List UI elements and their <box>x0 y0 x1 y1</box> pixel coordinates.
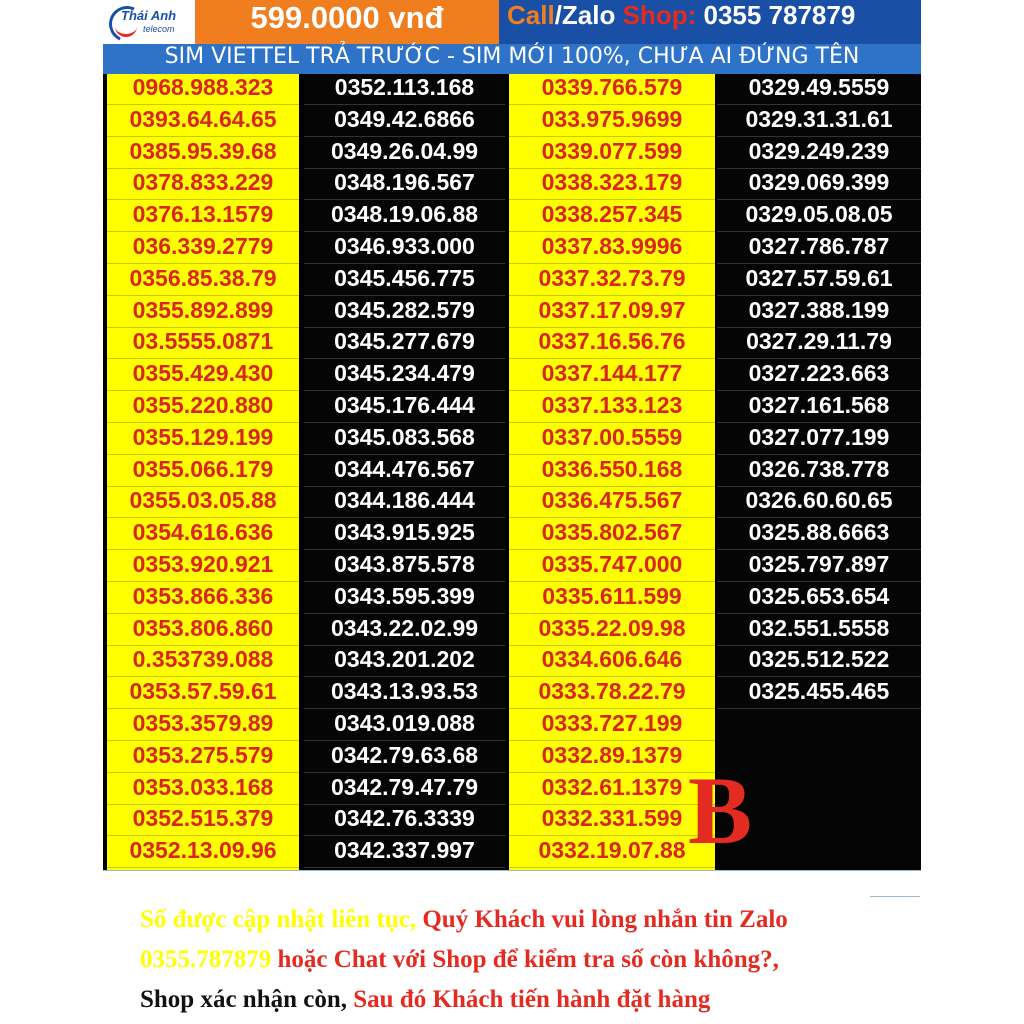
sim-number: 0333.78.22.79 <box>509 678 715 709</box>
sim-number: 0345.282.579 <box>304 297 505 328</box>
sim-number: 0353.57.59.61 <box>107 678 299 709</box>
sim-number: 0345.277.679 <box>304 328 505 359</box>
sim-number: 0346.933.000 <box>304 233 505 264</box>
sim-number: 0344.186.444 <box>304 487 505 518</box>
sim-number: 0.353739.088 <box>107 646 299 677</box>
sim-number: 0333.727.199 <box>509 710 715 741</box>
sim-number: 0342.76.3339 <box>304 805 505 836</box>
sim-number: 0332.331.599 <box>509 805 715 836</box>
sim-number: 0335.22.09.98 <box>509 615 715 646</box>
divider-short <box>870 896 920 897</box>
footer-text: Shop xác nhận còn, <box>140 986 354 1013</box>
sim-number: 0353.806.860 <box>107 615 299 646</box>
sim-number: 0338.257.345 <box>509 201 715 232</box>
sim-number: 0329.05.08.05 <box>717 201 921 232</box>
number-grid <box>103 74 921 870</box>
number-column-3 <box>509 74 715 870</box>
sim-number: 0325.455.465 <box>717 678 921 709</box>
sim-number: 0335.611.599 <box>509 583 715 614</box>
sim-number: 0327.29.11.79 <box>717 328 921 359</box>
sim-number: 0353.866.336 <box>107 583 299 614</box>
sim-number: 0329.069.399 <box>717 169 921 200</box>
sim-number: 0348.196.567 <box>304 169 505 200</box>
sim-number: 0356.85.38.79 <box>107 265 299 296</box>
sim-number: 0329.249.239 <box>717 138 921 169</box>
sim-number: 033.975.9699 <box>509 106 715 137</box>
sim-number: 0337.32.73.79 <box>509 265 715 296</box>
footer-phone: 0355.787879 <box>140 946 272 973</box>
sim-number: 0337.83.9996 <box>509 233 715 264</box>
price-label: 599.0000 vnđ <box>250 0 444 35</box>
sim-number: 0329.49.5559 <box>717 74 921 105</box>
sim-number: 0968.988.323 <box>107 74 299 105</box>
sim-number: 0348.19.06.88 <box>304 201 505 232</box>
sim-number: 0349.26.04.99 <box>304 138 505 169</box>
thai-anh-logo <box>103 0 195 44</box>
sim-number: 0343.22.02.99 <box>304 615 505 646</box>
sim-number: 0325.797.897 <box>717 551 921 582</box>
sim-number: 0353.920.921 <box>107 551 299 582</box>
sim-number: 0353.275.579 <box>107 742 299 773</box>
sim-number: 0327.077.199 <box>717 424 921 455</box>
sim-number: 0339.077.599 <box>509 138 715 169</box>
sim-list-sheet <box>103 0 921 870</box>
sim-number: 0343.875.578 <box>304 551 505 582</box>
sim-number: 0378.833.229 <box>107 169 299 200</box>
sim-number: 0327.161.568 <box>717 392 921 423</box>
sim-number: 0327.57.59.61 <box>717 265 921 296</box>
logo-name: Thái Anh <box>121 8 177 23</box>
sim-number: 0325.88.6663 <box>717 519 921 550</box>
sim-number: 0353.033.168 <box>107 774 299 805</box>
sim-number: 0327.223.663 <box>717 360 921 391</box>
price-box <box>195 0 499 44</box>
footer-text: Quý Khách vui lòng nhắn tin Zalo <box>422 906 788 933</box>
shop-label: Shop: <box>622 0 697 30</box>
call-label: Call <box>507 0 555 30</box>
sim-number: 0326.738.778 <box>717 456 921 487</box>
sim-number: 0343.13.93.53 <box>304 678 505 709</box>
sim-number: 0345.456.775 <box>304 265 505 296</box>
footer-text: Số được cập nhật liên tục, <box>140 906 423 933</box>
number-column-4 <box>717 74 921 870</box>
banner-subtitle: SIM VIETTEL TRẢ TRƯỚC - SIM MỚI 100%, CHƯA AI ĐỨNG TÊN <box>103 44 921 74</box>
sim-number: 0355.220.880 <box>107 392 299 423</box>
sim-number: 0334.606.646 <box>509 646 715 677</box>
sim-number: 0332.89.1379 <box>509 742 715 773</box>
sim-number: 0352.13.09.96 <box>107 837 299 868</box>
footer-text: hoặc Chat với Shop để kiểm tra số còn không?, <box>271 946 779 973</box>
sim-number: 036.339.2779 <box>107 233 299 264</box>
sim-number: 0345.176.444 <box>304 392 505 423</box>
sim-number: 0337.00.5559 <box>509 424 715 455</box>
sim-number: 0335.802.567 <box>509 519 715 550</box>
footer-line-1 <box>140 900 940 940</box>
sim-number: 0343.201.202 <box>304 646 505 677</box>
sim-number: 0342.79.47.79 <box>304 774 505 805</box>
sim-number: 032.551.5558 <box>717 615 921 646</box>
sim-number: 0332.61.1379 <box>509 774 715 805</box>
sim-number: 0342.337.997 <box>304 837 505 868</box>
footer-line-3 <box>140 980 940 1020</box>
footer-note <box>140 900 940 1020</box>
sim-number: 0355.129.199 <box>107 424 299 455</box>
sim-number: 0354.616.636 <box>107 519 299 550</box>
sim-number: 0325.512.522 <box>717 646 921 677</box>
list-letter-mark: B <box>687 757 753 864</box>
sim-number: 0355.066.179 <box>107 456 299 487</box>
sim-number: 0345.234.479 <box>304 360 505 391</box>
sim-number: 0342.79.63.68 <box>304 742 505 773</box>
sim-number: 0335.747.000 <box>509 551 715 582</box>
sim-number: 0376.13.1579 <box>107 201 299 232</box>
sim-number: 0355.03.05.88 <box>107 487 299 518</box>
sim-number: 0337.133.123 <box>509 392 715 423</box>
zalo-label: /Zalo <box>554 0 616 30</box>
number-column-2 <box>304 74 505 870</box>
sim-number: 0329.31.31.61 <box>717 106 921 137</box>
footer-text: Sau đó Khách tiến hành đặt hàng <box>353 986 711 1013</box>
sim-number: 0327.388.199 <box>717 297 921 328</box>
sim-number: 03.5555.0871 <box>107 328 299 359</box>
sim-number: 0352.515.379 <box>107 805 299 836</box>
shop-phone: 0355 787879 <box>703 0 856 30</box>
sim-number: 0345.083.568 <box>304 424 505 455</box>
sim-number: 0338.323.179 <box>509 169 715 200</box>
sim-number: 0326.60.60.65 <box>717 487 921 518</box>
sim-number: 0343.019.088 <box>304 710 505 741</box>
sim-number: 0332.19.07.88 <box>509 837 715 868</box>
sim-number: 0337.17.09.97 <box>509 297 715 328</box>
contact-line <box>507 0 855 44</box>
sim-number: 0385.95.39.68 <box>107 138 299 169</box>
sim-number: 0337.144.177 <box>509 360 715 391</box>
footer-line-2 <box>140 940 940 980</box>
sim-number: 0355.892.899 <box>107 297 299 328</box>
sim-number: 0355.429.430 <box>107 360 299 391</box>
sim-number: 0352.113.168 <box>304 74 505 105</box>
sim-number: 0344.476.567 <box>304 456 505 487</box>
divider <box>103 870 921 871</box>
sim-number: 0353.3579.89 <box>107 710 299 741</box>
sim-number: 0336.550.168 <box>509 456 715 487</box>
sim-number: 0325.653.654 <box>717 583 921 614</box>
sim-number: 0343.915.925 <box>304 519 505 550</box>
header-bar <box>103 0 921 44</box>
logo-sub: telecom <box>143 24 175 34</box>
sim-number: 0343.595.399 <box>304 583 505 614</box>
sim-number: 0327.786.787 <box>717 233 921 264</box>
sim-number: 0336.475.567 <box>509 487 715 518</box>
sim-number: 0393.64.64.65 <box>107 106 299 137</box>
number-column-1 <box>107 74 299 870</box>
sim-number: 0349.42.6866 <box>304 106 505 137</box>
sim-number: 0339.766.579 <box>509 74 715 105</box>
sim-number: 0337.16.56.76 <box>509 328 715 359</box>
